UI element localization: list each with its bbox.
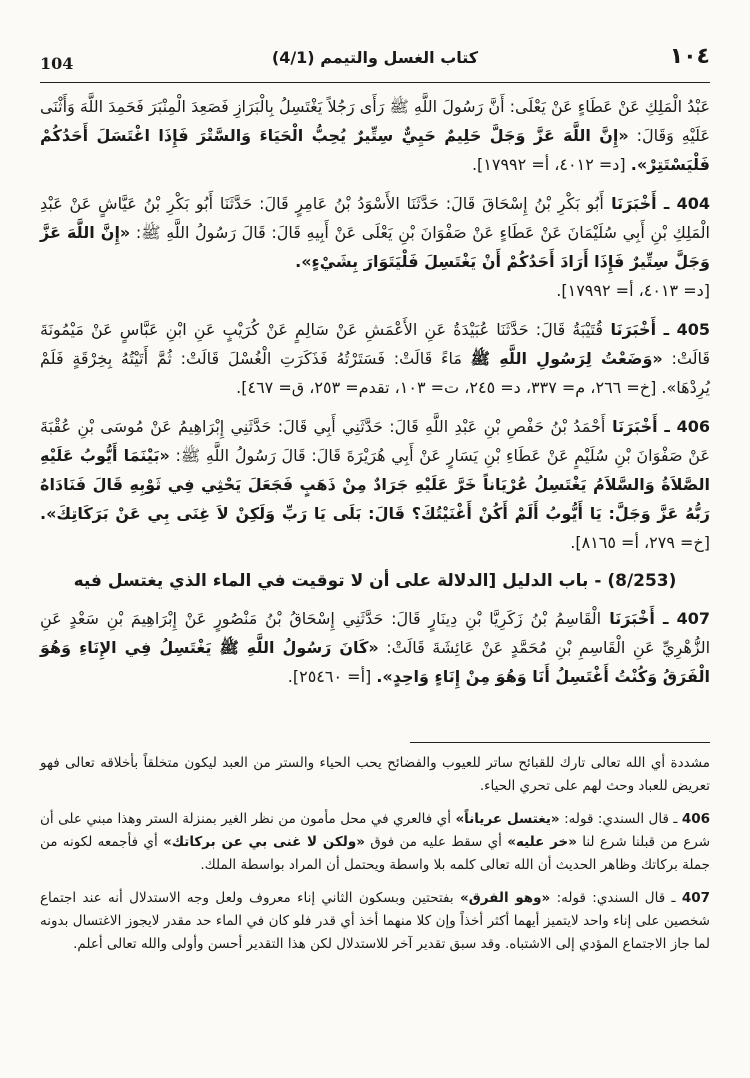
footnote-lead: ـ قال السندي: قوله:: [550, 890, 682, 906]
hadith-406: [40, 412, 710, 557]
footnote-rule: [410, 742, 710, 743]
footnote-text: أي فالعري في محل مأمون من نظر الغير بمنزلة الستر وهذا مبني على أن شرع من قبلنا شرع لنا: [40, 811, 711, 850]
hadith-text: عَبْدُ الْمَلِكِ عَنْ عَطَاءٍ عَنْ يَعْلَى: أَنَّ رَسُولَ اللَّهِ ﷺ رَأَى رَجُلاً يَغْتَسِلُ بِالْبَرَازِ فَصَعِدَ الْمِنْبَرَ فَحَمِدَ اللَّهَ وَأَثْنَى عَلَيْهِ وَقَالَ:: [40, 97, 710, 145]
hadith-reference: [خ= ٢٦٦، م= ٣٣٧، د= ٢٤٥، ت= ١٠٣، تقدم= ٢٥٣، ق= ٤٦٧].: [236, 378, 662, 397]
hadith-number: 406: [676, 417, 710, 436]
hadith-text: قُتَيْبَةُ قَالَ: حَدَّثَنَا عُبَيْدَةُ عَنِ الأَعْمَشِ عَنْ سَالِمٍ عَنْ كُرَيْبٍ عَنِ ابْنِ عَبَّاسٍ عَنْ مَيْمُونَةَ قَالَتْ:: [40, 320, 710, 368]
hadith-matn: «إِنَّ اللَّهَ عَزَّ وَجَلَّ سِتِّيرٌ فَإِذَا أَرَادَ أَحَدُكُمْ أَنْ يَغْتَسِلَ فَلْيَتَوَارَ بِشَيْءٍ».: [40, 223, 710, 271]
hadith-opening: ـ أَخْبَرَنَا: [603, 194, 677, 213]
hadith-number: 407: [676, 609, 711, 628]
hadith-number: 405: [676, 320, 710, 339]
hadith-continuation: [40, 92, 710, 179]
hadith-opening: ـ أَخْبَرَنَا: [601, 609, 677, 628]
hadith-text-continued: مَاءً قَالَتْ: فَسَتَرْتُهُ فَذَكَرَتِ الْغُسْلَ قَالَتْ: ثُمَّ أَتَيْتُهُ بِخِرْقَةٍ فَلَمْ يُرِدْهَا».: [40, 349, 710, 397]
header-rule: [40, 82, 710, 83]
running-title: (4/1) كتاب الغسل والتيمم: [271, 48, 479, 67]
footnote-quote: «ولكن لا غنى بي عن بركاتك»: [163, 834, 365, 850]
hadith-reference: [د= ٤٠١٢، أ= ١٧٩٩٢].: [471, 155, 631, 174]
hadith-404: [40, 189, 710, 305]
footnotes: [40, 752, 710, 966]
footnote-407: [40, 887, 710, 956]
footnote-quote: «يغتسل عرياناً»: [455, 811, 560, 827]
page-number-arabic: ١٠٤: [669, 44, 710, 69]
hadith-matn: «بَيْنَمَا أَيُّوبُ عَلَيْهِ الصَّلاَةُ وَالسَّلاَمُ يَغْتَسِلُ عُرْيَاناً خَرَّ عَلَيْهِ جَرَادٌ مِنْ ذَهَبٍ فَجَعَلَ يَحْثِي فِي ثَوْبِهِ قَالَ فَنَادَاهُ رَبُّهُ عَزَّ وَجَلَّ: يَا أَيُّوبُ أَلَمْ أَكُنْ أَغْنَيْتُكَ؟ قَالَ: بَلَى يَا رَبِّ وَلَكِنْ لاَ غِنَى بِي عَنْ بَرَكَاتِكَ».: [40, 446, 710, 523]
page-number-latin: 104: [40, 54, 74, 73]
hadith-matn: «وَضَعْتُ لِرَسُولِ اللَّهِ ﷺ: [470, 349, 663, 368]
footnote-continuation: مشددة أي الله تعالى تارك للقبائح ساتر للعيوب والفضائح يحب الحياء والستر من العبد ليكون متخلقاً بأخلاقه تعالى فهو تعريض للعباد وحث لهم على تحري الحياء.: [40, 755, 710, 794]
chapter-heading: (8/253) - باب الدليل [الدلالة على أن لا توقيت في الماء الذي يغتسل فيه: [73, 571, 677, 591]
footnote-quote: «وهو الفرق»: [459, 890, 551, 906]
hadith-text: أَحْمَدُ بْنُ حَفْصِ بْنِ عَبْدِ اللَّهِ قَالَ: حَدَّثَنِي أَبِي قَالَ: حَدَّثَنِي إِبْرَاهِيمُ عَنْ مُوسَى بْنِ عُقْبَةَ عَنْ صَفْوَانَ بْنِ سُلَيْمٍ عَنْ عَطَاءِ بْنِ يَسَارٍ عَنْ أَبِي هُرَيْرَةَ قَالَ: قَالَ رَسُولُ اللَّهِ ﷺ:: [40, 417, 711, 465]
hadith-text: أَبُو بَكْرِ بْنُ إِسْحَاقَ قَالَ: حَدَّثَنَا الأَسْوَدُ بْنُ عَامِرٍ قَالَ: حَدَّثَنَا أَبُو بَكْرِ بْنُ عَيَّاشٍ عَنْ عَبْدِ الْمَلِكِ بْنِ أَبِي سُلَيْمَانَ عَنْ عَطَاءٍ عَنْ صَفْوَانَ بْنِ يَعْلَى عَنْ أَبِيهِ قَالَ: قَالَ رَسُولُ اللَّهِ ﷺ:: [40, 194, 711, 242]
footnote-406: [40, 808, 710, 877]
footnote-text: بفتحتين وبسكون الثاني إناء معروف ولعل وجه الاستدلال أنه عند اجتماع شخصين على إناء واحد لايتميز أيهما أكثر أخذاً وإن كلا منهما أخذ أي قدر فلو كان في الماء حد مقدر لايجوز الاغتسال بدونه لما جاز الاجتماع المؤدي إلى الاشتباه. وقد سبق تقدير آخر للاستدلال لكن هذا التقدير أحسن وأولى والله تعالى أعلم.: [40, 890, 710, 952]
hadith-407: [40, 604, 710, 691]
hadith-reference: [خ= ٢٧٩، أ= ٨١٦٥].: [570, 533, 710, 552]
footnote-quote: «خر عليه»: [507, 834, 577, 850]
page-header: [40, 40, 710, 80]
footnote-lead: ـ قال السندي: قوله:: [559, 811, 682, 827]
footnote-number: 406: [681, 811, 710, 827]
hadith-number: 404: [676, 194, 710, 213]
hadith-matn: «كَانَ رَسُولُ اللَّهِ ﷺ يَغْتَسِلُ فِي الإِنَاءِ وَهُوَ الْفَرَقُ وَكُنْتُ أَغْتَسِلُ أَنَا وَهُوَ مِنْ إِنَاءٍ وَاحِدٍ».: [40, 638, 710, 686]
hadith-text: الْقَاسِمُ بْنُ زَكَرِيَّا بْنِ دِينَارٍ قَالَ: حَدَّثَنِي إِسْحَاقُ بْنُ مَنْصُورٍ عَنْ إِبْرَاهِيمَ بْنِ سَعْدٍ عَنِ الزُّهْرِيِّ عَنِ الْقَاسِمِ بْنِ مُحَمَّدٍ عَنْ عَائِشَةَ قَالَتْ:: [40, 609, 711, 657]
hadith-opening: ـ أَخْبَرَنَا: [605, 417, 677, 436]
hadith-reference: [د= ٤٠١٣، أ= ١٧٩٩٢].: [556, 281, 710, 300]
hadith-405: [40, 315, 710, 402]
hadith-reference: [أ= ٢٥٤٦٠].: [287, 667, 377, 686]
footnote-number: 407: [681, 890, 711, 906]
footnote-text: أي سقط عليه من فوق: [364, 834, 508, 850]
hadith-opening: ـ أَخْبَرَنَا: [603, 320, 677, 339]
main-text: [40, 92, 710, 701]
hadith-matn: «إِنَّ اللَّهَ عَزَّ وَجَلَّ حَلِيمٌ حَيِيٌّ سِتِّيرٌ يُحِبُّ الْحَيَاءَ وَالسَّتْرَ فَإِذَا اغْتَسَلَ أَحَدُكُمْ فَلْيَسْتَتِرْ».: [40, 126, 710, 174]
footnote-text: أي فأجمعه لكونه من جملة بركاتك وظاهر الحديث أن الله تعالى كلمه بلا واسطة ويحتمل أن المراد بواسطة الملك.: [40, 834, 710, 873]
